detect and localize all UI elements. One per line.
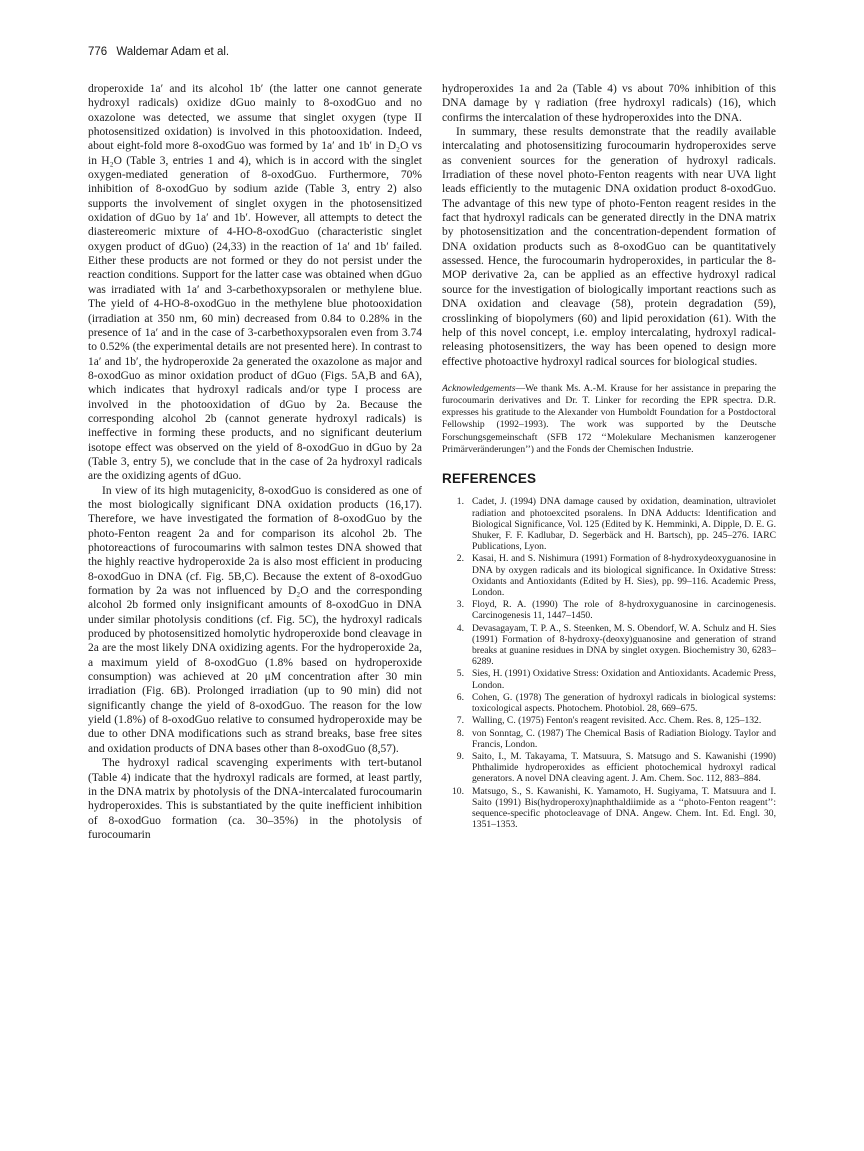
reference-item (442, 623, 776, 668)
body-paragraph: In summary, these results demonstrate that the readily available intercalating and photosensitizing furocoumarin hydroperoxides serve as convenient sources for the generation of hydroxyl radicals. Irradiation of these novel photo-Fenton reagents with near UVA light leads efficiently to the mutagenic DNA oxidation product 8-oxodGuo. The advantage of this new type of photo-Fenton reagent resides in the fact that hydroxyl radicals can be generated directly in the DNA matrix by photosensitization and the concentration-dependent formation of DNA oxidation products such as 8-oxodGuo can be quantitatively assessed. Hence, the furocoumarin hydroperoxides, in particular the 8-MOP derivative 2a, can be applied as an effective hydroxyl radical source for the investigation of biologically important reactions such as DNA oxidation and cleavage (58), protein degradation (59), crosslinking of biopolymers (60) and lipid peroxidation (61). With the help of this novel concept, i.e. employ intercalating, hydroxyl radical-releasing photosensitizers, the way has been opened to design more effective photoactive hydroxyl radical sources for biological studies. (442, 126, 776, 368)
reference-text: Sies, H. (1991) Oxidative Stress: Oxidation and Antioxidants. Academic Press, London. (472, 668, 776, 691)
reference-text: Matsugo, S., S. Kawanishi, K. Yamamoto, H. Sugiyama, T. Matsuura and I. Saito (1991) Bis(hydroperoxy)naphthaldiimide as a ‘‘photo-Fenton reagent’’: sequence-specific photocleavage of DNA. Angew. Chem. Int. Ed. Engl. 30, 1351–1353. (472, 785, 776, 831)
reference-item (442, 553, 776, 598)
body-paragraph: droperoxide 1a′ and its alcohol 1b′ (the latter one cannot generate hydroxyl radicals) oxidize dGuo mainly to 8-oxodGuo and no oxazolone was detected, we assume that singlet oxygen (type II photosensitized oxidation) is involved in this photooxidation. Indeed, about eight-fold more 8-oxodGuo was formed by 1a′ and 1b′ in D₂O vs in H₂O (Table 3, entries 1 and 4), which is in accord with the singlet oxygen-mediated generation of 8-oxodGuo. Furthermore, 70% inhibition of 8-oxodGuo by sodium azide (Table 3, entry 2) also supports the involvement of singlet oxygen in the photosensitized oxidation of dGuo by 1a′ and 1b′. However, all attempts to detect the diastereomeric mixture of 4-HO-8-oxodGuo (characteristic singlet oxygen product of dGuo) (24,33) in the reaction of 1a′ and 1b′ failed. Either these products are not formed or they do not persist under the reaction conditions. Support for the latter case was obtained when dGuo was irradiated with 1a′ and 3-carbethoxypsoralen or methylene blue. The yield of 4-HO-8-oxodGuo in the methylene blue photooxidation (irradiation at 350 nm, 60 min) decreased from 0.84 to 0.28% in the presence of 1a′ and in the case of 3-carbethoxypsoralen even from 3.74 to 0.52% (the experimental details are not presented here). In contrast to 1a′ and 1b′, the hydroperoxide 2a generated the oxazolone as major and 8-oxodGuo as minor oxidation product of dGuo (Figs. 5A,B and 6A), which indicates that hydroxyl radicals and/or type I process are involved in the photooxidation of dGuo by 2a. Because the corresponding alcohol 2b (cannot generate hydroxyl radicals) is ineffective in forming these products, and no significant deuterium isotope effect was observed on the yield of 8-oxodGuo in dGuo by 2a (Table 3, entry 5), we conclude that in the case of 2a hydroxyl radicals are the oxidizing agents of dGuo. (88, 83, 422, 483)
reference-text: Floyd, R. A. (1990) The role of 8-hydroxyguanosine in carcinogenesis. Carcinogenesis 11, 1447–1450. (472, 599, 776, 622)
body-paragraph: The hydroxyl radical scavenging experiments with tert-butanol (Table 4) indicate that the hydroxyl radicals are formed, at least partly, in the DNA matrix by photolysis of the DNA-intercalated furocoumarin hydroperoxides. This is substantiated by the quite inefficient inhibition of 8-oxodGuo formation (ca. 30–35%) in the photolysis of furocoumarin (88, 757, 422, 841)
reference-list (442, 496, 776, 830)
reference-number: 7. (456, 715, 464, 727)
right-column (442, 82, 776, 831)
reference-item (442, 751, 776, 785)
reference-item (442, 496, 776, 552)
left-column (88, 82, 422, 842)
reference-item (442, 668, 776, 690)
reference-text: von Sonntag, C. (1987) The Chemical Basis of Radiation Biology. Taylor and Francis, London. (472, 727, 776, 750)
body-paragraph: In view of its high mutagenicity, 8-oxodGuo is considered as one of the most biologically significant DNA oxidation products (16,17). Therefore, we have investigated the formation of 8-oxodGuo by the photo-Fenton reagent 2a and for comparison its alcohol 2b. The photoreactions of furocoumarins with salmon testes DNA showed that the highly reactive hydroperoxide 2a is also most efficient in producing 8-oxodGuo in DNA (cf. Fig. 5B,C). Because the extent of 8-oxodGuo formation by 2a was not influenced by D₂O and the corresponding alcohol 2b formed only insignificant amounts of 8-oxodGuo in DNA under similar photolysis conditions (cf. Fig. 5C), the hydroxyl radicals produced by photosensitized homolytic hydroperoxide bond cleavage in 2a are the most likely DNA oxidizing agents. For the hydroperoxide 2a, a maximum yield of 8-oxodGuo (1.8% based on hydroperoxide consumption) was achieved at 20 μM concentration after 30 min irradiation (Fig. 6B). Prolonged irradiation (up to 90 min) did not significantly change the yield of 8-oxodGuo. The reason for the low yield (1.8%) of 8-oxodGuo relative to consumed hydroperoxide may be due to other DNA modifications such as strand breaks, base free sites and oxidation products of DNA bases other than 8-oxodGuo (8,57). (88, 484, 422, 755)
reference-text: Walling, C. (1975) Fenton's reagent revisited. Acc. Chem. Res. 8, 125–132. (472, 715, 762, 727)
acknowledgements-lead: Acknowledgements (442, 382, 516, 394)
acknowledgements-text: —We thank Ms. A.-M. Krause for her assistance in preparing the furocoumarin derivatives and Dr. T. Linker for recording the EPR spectra. D.R. expresses his gratitude to the Alexander von Humboldt Foundation for a Postdoctoral Fellowship (1992–1993). The work was supported by the Deutsche Forschungsgemeinschaft (SFB 172 ‘‘Molekulare Mechanismen kanzerogener Primärveränderungen’’) and the Fonds der Chemischen Industrie. (442, 382, 776, 455)
reference-number: 4. (456, 622, 464, 634)
references-heading: REFERENCES (442, 471, 537, 487)
reference-text: Cadet, J. (1994) DNA damage caused by oxidation, deamination, ultraviolet radiation and photoexcited psoralens. In DNA Adducts: Identification and Biological Significance, Vol. 125 (Edited by K. Hemminki, A. Dipple, D. E. G. Shuker, F. F. Kadlubar, D. Segerbäck and H. Bartsch), pp. 245–276. IARC Publications, Lyon. (472, 496, 776, 553)
reference-text: Kasai, H. and S. Nishimura (1991) Formation of 8-hydroxydeoxyguanosine in DNA by oxygen radicals and its biological significance. In Oxidative Stress: Oxidants and Antioxidants (Edited by H. Sies), pp. 99–116. Academic Press, London. (472, 553, 776, 599)
reference-item (442, 786, 776, 831)
acknowledgements (442, 383, 776, 456)
reference-number: 9. (456, 750, 464, 762)
reference-item (442, 692, 776, 714)
reference-number: 6. (456, 691, 464, 703)
reference-number: 1. (456, 496, 464, 508)
reference-number: 8. (456, 727, 464, 739)
reference-item (442, 599, 776, 621)
reference-number: 3. (456, 599, 464, 611)
reference-number: 5. (456, 668, 464, 680)
reference-item (442, 715, 776, 726)
running-header (88, 46, 229, 58)
body-paragraph: hydroperoxides 1a and 2a (Table 4) vs about 70% inhibition of this DNA damage by γ radiation (free hydroxyl radicals) (16), which confirms the intercalation of these hydroperoxides into the DNA. (442, 83, 776, 124)
reference-text: Cohen, G. (1978) The generation of hydroxyl radicals in biological systems: toxicological aspects. Photochem. Photobiol. 28, 669–675. (472, 691, 776, 715)
page-number: 776 (88, 46, 108, 58)
reference-number: 10. (452, 785, 464, 797)
reference-text: Devasagayam, T. P. A., S. Steenken, M. S. Obendorf, W. A. Schulz and H. Sies (1991) Formation of 8-hydroxy-(deoxy)guanosine and generation of strand breaks at guanine residues in DNA by singlet oxygen. Biochemistry 30, 6283–6289. (472, 622, 776, 668)
running-title: Waldemar Adam et al. (116, 46, 230, 58)
reference-text: Saito, I., M. Takayama, T. Matsuura, S. Matsugo and S. Kawanishi (1990) Phthalimide hydroperoxides as efficient photochemical hydroxyl radical generators. A novel DNA cleaving agent. J. Am. Chem. Soc. 112, 883–884. (472, 750, 776, 785)
reference-item (442, 728, 776, 750)
reference-number: 2. (456, 553, 464, 565)
